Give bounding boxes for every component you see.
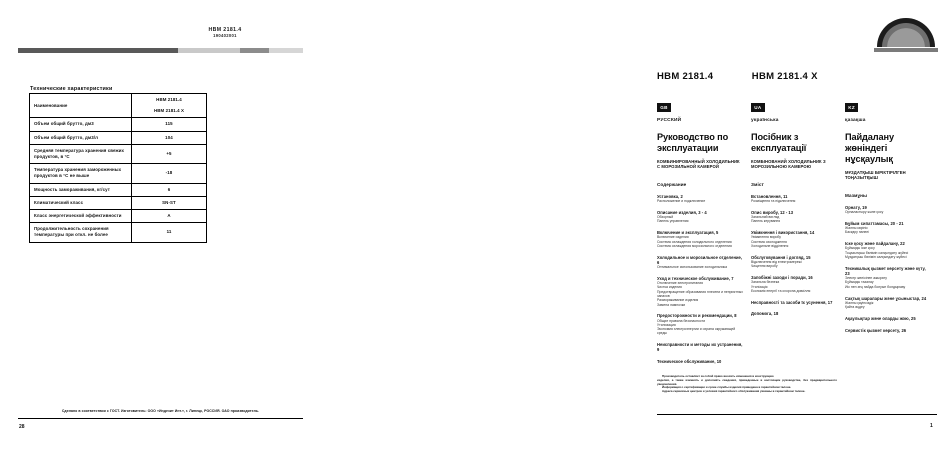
language-name: РУССКИЙ [657, 118, 682, 123]
toc-entry[interactable] [751, 311, 837, 316]
table-row [30, 223, 207, 242]
toc-entry-title: Уход и техническое обслуживание, 7 [657, 275, 734, 281]
header-doc-code: 190402001 [213, 33, 237, 38]
spec-label: Класс энергетической эффективности [30, 210, 132, 223]
toc-entry-title: Сақтық шаралары және ұсыныстар, 24 [845, 295, 927, 301]
segment-4 [269, 48, 303, 53]
toc-heading: Зміст [751, 181, 764, 187]
spec-label: Средняя температура хранения свежих продуктов, в °С [30, 144, 132, 163]
language-name: українська [751, 118, 779, 123]
fine-print-block [657, 375, 837, 394]
spec-label: Продолжительность сохранения температуры при откл. не более [30, 223, 132, 242]
table-row [30, 196, 207, 209]
fine-print-line-4: Адреса сервисных центров и условия гарантийного обслуживания указаны в гарантийном талоне. [662, 389, 806, 394]
toc-subentry: Чистка изделия [657, 285, 682, 290]
left-footer-rule [18, 418, 303, 419]
toc-entry-title: Обслуговування і догляд, 15 [751, 254, 811, 260]
language-badge: UA [751, 103, 765, 113]
toc-entry-title: Встановлення, 11 [751, 193, 788, 199]
table-row [30, 144, 207, 163]
spec-label: Объем общий брутто, дм3 [30, 118, 132, 131]
spec-table-title: Технические характеристики [30, 86, 113, 92]
toc-entry-title: Допомога, 18 [751, 311, 779, 317]
toc-subentry: Жалпы көрініс [845, 226, 868, 231]
spec-label: Температура хранения замороженных продуктов в °С не выше [30, 164, 132, 183]
toc-subentry: Загальний вигляд [751, 215, 780, 220]
segment-3 [240, 48, 269, 53]
toc-entry[interactable] [751, 255, 837, 269]
toc-subentry: Система охлаждения морозильного отделения [657, 243, 732, 248]
toc-list [657, 194, 743, 365]
product-subtitle: КОМБІНОВАНИЙ ХОЛОДИЛЬНИК З МОРОЗИЛЬНОЮ КАМЕРОЮ [751, 159, 826, 170]
spec-table [29, 93, 207, 243]
spec-label: Наименование [30, 94, 132, 118]
spec-value: 11 [132, 223, 207, 242]
toc-subentry: Қайта өңдеу [845, 305, 865, 309]
spec-value-secondary: HBM 2181.4 X [154, 108, 184, 114]
table-row [30, 118, 207, 131]
spec-value [132, 94, 207, 118]
table-row [30, 183, 207, 196]
spec-value: 6 [132, 183, 207, 196]
fine-print-line-2: изделия, а также изменять и дополнять сведения, приведенные в настоящем руководстве, без предварительного уведомления. [657, 377, 837, 386]
toc-subentry: Розміщення та підключення [751, 199, 796, 204]
spec-value: +5 [132, 144, 207, 163]
logo-base-bar [874, 48, 938, 52]
toc-subentry: Оптимальное использование холодильника [657, 265, 727, 270]
manual-title: Пайдалану жөніндегі нұсқаулық [845, 132, 895, 164]
toc-subentry: Иіс пен зең пайда болуын болдырмау [845, 284, 906, 289]
toc-subentry: Відключення від електромережі [751, 259, 802, 264]
toc-entry[interactable] [657, 194, 743, 204]
toc-entry[interactable] [657, 255, 743, 270]
model-name-standard: HBM 2181.4 [657, 71, 714, 82]
toc-entry-title: Орнату, 19 [845, 204, 867, 210]
toc-subentry: Холодильне відділення [751, 243, 789, 248]
language-column-gb [657, 96, 751, 371]
toc-entry[interactable] [845, 241, 931, 259]
manual-title: Руководство по эксплуатации [657, 132, 729, 153]
toc-entry[interactable] [657, 313, 743, 335]
left-page-number: 28 [19, 424, 25, 430]
segment-2 [178, 48, 241, 53]
language-badge: GB [657, 103, 671, 113]
toc-subentry: Экономия электроэнергии и охрана окружающей среды [657, 327, 736, 336]
right-page-number: 1 [930, 423, 933, 429]
brand-logo-icon [877, 18, 935, 52]
left-page-header [150, 27, 300, 39]
product-subtitle: МҰЗДАТҚЫШ БІРІКТІРІЛГЕН ТОҢАЗЫТҚЫШ [845, 170, 906, 181]
language-columns [657, 96, 939, 371]
right-page [318, 0, 933, 449]
language-column-kz [845, 96, 939, 371]
logo-dome-shape [877, 18, 935, 47]
fine-print-line-1: Производитель оставляет за собой право вносить изменения в конструкцию [662, 374, 774, 378]
toc-subentry: Утилизация [657, 322, 676, 327]
toc-subentry: Мұздатқыш бөлімін салқындату жүйесі [845, 254, 907, 259]
toc-entry[interactable] [845, 328, 931, 333]
toc-subentry: Панель управления [657, 219, 689, 224]
spec-table-body [30, 94, 207, 243]
toc-entry-title: Ақаулықтар және оларды жою, 25 [845, 315, 916, 321]
spec-label: Климатический класс [30, 196, 132, 209]
toc-subentry: Размораживание изделия [657, 298, 699, 303]
model-name-inox: HBM 2181.4 X [751, 71, 818, 82]
toc-subentry: Бұйымды іске қосу [845, 246, 875, 251]
toc-subentry: Економія енергії та охорона довкілля [751, 288, 811, 293]
toc-subentry: Включение изделия [657, 235, 689, 240]
toc-entry-title: Бұйым сипаттамасы, 20 - 21 [845, 220, 904, 226]
toc-entry-title: Іске қосу және пайдалану, 22 [845, 241, 905, 247]
toc-subentry: Жалпы қауіпсіздік [845, 300, 874, 305]
toc-entry[interactable] [657, 276, 743, 307]
language-badge: KZ [845, 103, 858, 113]
toc-entry[interactable] [657, 342, 743, 352]
toc-entry[interactable] [657, 230, 743, 248]
toc-entry[interactable] [657, 359, 743, 364]
header-segment-bar [18, 48, 303, 53]
left-footer-note: Сделано в соответствии с ГОСТ. Изготовитель: ООО «Индезит Инт.», г. Липецк, РОССИЯ. ОАО производитель. [61, 409, 260, 413]
table-row [30, 164, 207, 183]
toc-entry[interactable] [845, 205, 931, 215]
toc-subentry: Панель керування [751, 219, 781, 224]
language-name: қазақша [845, 118, 866, 123]
fine-print-line-3: Информация о сертификации и сроке службы изделия приведена в гарантийном талоне. [662, 385, 792, 390]
toc-subentry: Замена лампочки [657, 302, 686, 307]
spec-label: Мощность замораживания, кг/сут [30, 183, 132, 196]
product-subtitle: КОМБИНИРОВАННЫЙ ХОЛОДИЛЬНИК С МОРОЗИЛЬНОЙ КАМЕРОЙ [657, 159, 740, 170]
toc-subentry: Орналастыру және қосу [845, 210, 884, 215]
toc-entry-title: Опис виробу, 12 - 13 [751, 209, 794, 215]
toc-entry[interactable] [751, 230, 837, 248]
toc-entry[interactable] [751, 194, 837, 204]
spec-value: 104 [132, 131, 207, 144]
header-model-code: HBM 2181.4 [208, 27, 242, 33]
spec-value: SN-ST [132, 196, 207, 209]
toc-entry[interactable] [845, 316, 931, 321]
spec-value: A [132, 210, 207, 223]
toc-entry[interactable] [845, 296, 931, 310]
spec-value: -18 [132, 164, 207, 183]
manual-title: Посібник з експлуатації [751, 132, 807, 153]
segment-1 [18, 48, 178, 53]
toc-entry-title: Запобіжні заходи і поради, 16 [751, 275, 813, 280]
toc-heading: Содержание [657, 181, 687, 187]
toc-entry-title: Техникалық қызмет көрсету және күту, 23 [845, 265, 926, 276]
toc-entry[interactable] [751, 210, 837, 224]
right-footer-rule [657, 414, 937, 415]
spec-value: 115 [132, 118, 207, 131]
toc-entry-title: Предосторожности и рекомендации, 8 [657, 313, 737, 319]
toc-entry-title: Установка, 2 [657, 193, 683, 199]
toc-list [845, 205, 931, 333]
toc-entry[interactable] [845, 221, 931, 235]
toc-subentry: Электр желісінен ажырату [845, 276, 887, 281]
toc-subentry: Увімкнення виробу [751, 235, 781, 240]
toc-entry-title: Увімкнення і використання, 14 [751, 230, 815, 236]
spec-label: Объем общий брутто, дм3/л [30, 131, 132, 144]
toc-entry-title: Включение и эксплуатация, 5 [657, 230, 719, 236]
toc-subentry: Отключение электропитания [657, 281, 704, 286]
toc-subentry: Бұйымды тазалау [845, 280, 874, 285]
toc-subentry: Утилізація [751, 284, 768, 289]
toc-subentry: Предотвращение образования плесени и неприятных запахов [657, 289, 743, 298]
toc-entry[interactable] [657, 210, 743, 224]
model-names [657, 66, 927, 84]
toc-list [751, 194, 837, 317]
toc-subentry: Загальна безпека [751, 280, 780, 285]
toc-subentry: Система охлаждения холодильного отделения [657, 239, 732, 244]
toc-entry-title: Несправності та засоби їх усунення, 17 [751, 299, 833, 305]
toc-subentry: Тоңазытқыш бөлімін салқындату жүйесі [845, 250, 909, 255]
toc-entry-title: Холодильное и морозильное отделение, 6 [657, 254, 743, 265]
toc-entry-title: Сервистік қызмет көрсету, 26 [845, 327, 907, 333]
spec-value-primary: HBM 2181.4 [156, 97, 182, 102]
toc-subentry: Чищення виробу [751, 264, 778, 269]
left-page [0, 0, 318, 449]
toc-subentry: Басқару панелі [845, 230, 870, 235]
toc-entry-title: Описание изделия, 3 - 4 [657, 209, 707, 215]
toc-entry[interactable] [751, 300, 837, 305]
toc-subentry: Расположение и подключение [657, 199, 706, 204]
toc-heading: Мазмұны [845, 192, 868, 198]
toc-subentry: Система охолодження [751, 239, 787, 244]
toc-subentry: Обзорный [657, 215, 674, 220]
table-row [30, 94, 207, 118]
table-row [30, 210, 207, 223]
toc-subentry: Общие правила безопасности [657, 318, 706, 323]
toc-entry-title: Техническое обслуживание, 10 [657, 359, 722, 365]
language-column-ua [751, 96, 845, 371]
table-row [30, 131, 207, 144]
toc-entry-title: Неисправности и методы их устранения, 9 [657, 342, 743, 353]
toc-entry[interactable] [845, 266, 931, 289]
toc-entry[interactable] [751, 275, 837, 293]
